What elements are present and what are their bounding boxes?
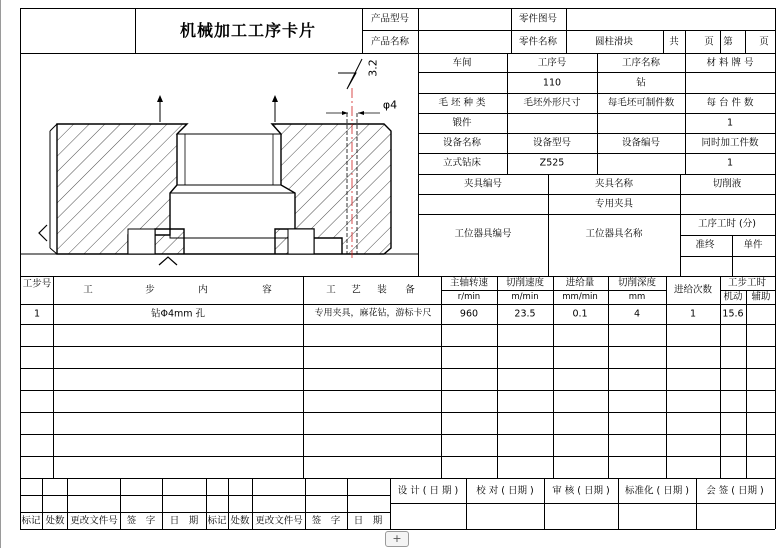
step-time-header: 工步工时 — [727, 277, 767, 289]
passes-header: 进给次数 — [673, 284, 713, 296]
workshop-label: 车间 — [452, 57, 472, 69]
step-no-header: 工步号 — [22, 278, 52, 290]
simul-value[interactable]: 1 — [726, 157, 734, 169]
op-no-value[interactable]: 110 — [542, 77, 562, 89]
unit-time-label: 单件 — [743, 239, 763, 251]
depth-unit: mm — [628, 291, 646, 302]
op-time-label: 工序工时 (分) — [698, 218, 756, 230]
roughness-symbol — [338, 59, 362, 89]
coolant-label: 切削液 — [712, 178, 742, 190]
part-section-view — [20, 124, 418, 254]
check-date-label: 校 对 ( 日期 ) — [476, 485, 534, 497]
op-name-label: 工序名称 — [621, 57, 661, 69]
parts-per-machine-value[interactable]: 1 — [726, 117, 734, 129]
step-no-cell[interactable]: 1 — [33, 308, 41, 320]
spindle-speed-header: 主轴转速 — [449, 277, 489, 289]
design-date-label: 设 计 ( 日 期 ) — [397, 485, 459, 497]
locating-symbol-left — [39, 225, 47, 241]
equip-model-value[interactable]: Z525 — [539, 157, 565, 169]
machine-time-header: 机动 — [723, 291, 743, 303]
sheet-left-edge — [0, 0, 1, 548]
feed-unit: mm/min — [562, 291, 598, 302]
review-date-label: 审 核 ( 日期 ) — [552, 485, 610, 497]
passes-cell[interactable]: 1 — [689, 308, 697, 320]
total-pages-label: 共 — [669, 36, 679, 48]
parts-per-machine-label: 每 台 件 数 — [706, 97, 754, 109]
add-sheet-button[interactable]: + — [385, 531, 409, 547]
page-no-label: 第 — [723, 36, 733, 48]
clamp-arrow-right — [272, 95, 278, 122]
total-pages-unit: 页 — [704, 36, 714, 48]
equip-model-label: 设备型号 — [532, 137, 572, 149]
blank-type-value[interactable]: 锻件 — [452, 117, 472, 129]
diameter-value: φ4 — [382, 98, 398, 112]
countersign-date-label: 会 签 ( 日期 ) — [706, 485, 764, 497]
locating-symbol-bottom — [159, 257, 177, 265]
prep-time-label: 准终 — [695, 239, 715, 251]
blank-type-label: 毛 坯 种 类 — [438, 97, 486, 109]
blank-size-label: 毛坯外形尺寸 — [523, 97, 581, 109]
parts-per-blank-label: 每毛坯可制件数 — [607, 97, 675, 109]
equip-no-label: 设备编号 — [621, 137, 661, 149]
op-no-label: 工序号 — [537, 57, 567, 69]
simul-label: 同时加工件数 — [701, 137, 759, 149]
depth-cell[interactable]: 4 — [633, 308, 641, 320]
product-model-label: 产品型号 — [370, 13, 410, 25]
spindle-speed-unit: r/min — [457, 291, 481, 302]
aux-time-header: 辅助 — [751, 291, 771, 303]
equipment-cell[interactable]: 专用夹具，麻花钻，游标卡尺 — [314, 308, 432, 319]
cutting-speed-cell[interactable]: 23.5 — [514, 308, 536, 320]
part-drawing-no-label: 零件图号 — [518, 13, 558, 25]
diameter-dimension — [326, 111, 380, 115]
depth-header: 切削深度 — [617, 277, 657, 289]
feed-cell[interactable]: 0.1 — [572, 308, 588, 320]
station-tool-no-label: 工位器具编号 — [454, 228, 512, 240]
page-no-unit: 页 — [759, 36, 769, 48]
step-content-cell[interactable]: 钻Φ4mm 孔 — [150, 308, 206, 320]
fixture-name-value[interactable]: 专用夹具 — [594, 198, 634, 210]
part-drawing — [20, 53, 418, 276]
equip-name-label: 设备名称 — [442, 137, 482, 149]
machine-time-cell[interactable]: 15.6 — [722, 308, 744, 320]
material-label: 材 料 牌 号 — [706, 57, 754, 69]
equip-name-value[interactable]: 立式钻床 — [442, 157, 482, 169]
standardization-date-label: 标准化 ( 日期 ) — [625, 485, 689, 497]
feed-header: 进给量 — [565, 277, 595, 289]
op-name-value[interactable]: 钻 — [636, 77, 646, 89]
fixture-name-label: 夹具名称 — [594, 178, 634, 190]
roughness-value: 3.2 — [366, 59, 380, 77]
fixture-no-label: 夹具编号 — [463, 178, 503, 190]
part-name-label: 零件名称 — [518, 36, 558, 48]
spindle-speed-cell[interactable]: 960 — [459, 308, 479, 320]
clamp-arrow-left — [157, 95, 163, 122]
part-name-value[interactable]: 圆柱滑块 — [594, 36, 634, 48]
station-tool-name-label: 工位器具名称 — [585, 228, 643, 240]
cutting-speed-unit: m/min — [511, 291, 539, 302]
card-title: 机械加工工序卡片 — [179, 21, 317, 40]
product-name-label: 产品名称 — [370, 36, 410, 48]
cutting-speed-header: 切削速度 — [505, 277, 545, 289]
